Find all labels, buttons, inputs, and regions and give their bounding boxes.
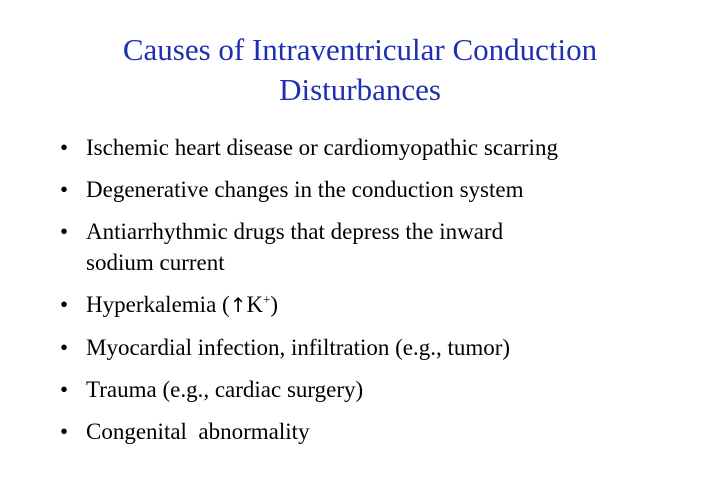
potassium-symbol: K <box>246 292 264 317</box>
slide-title-line-2: Disturbances <box>279 72 441 107</box>
bullet-text: Ischemic heart disease or cardiomyopathic scarring <box>86 135 558 160</box>
up-arrow-icon: ↑ <box>229 293 247 317</box>
bullet-item-antiarrhythmic <box>60 216 700 278</box>
bullet-text: Congenital abnormality <box>86 419 310 444</box>
bullet-item-myocardial <box>60 332 700 363</box>
bullet-item-ischemic <box>60 132 700 163</box>
charge-superscript: + <box>263 291 271 307</box>
bullet-item-hyperkalemia <box>60 289 700 321</box>
bullet-list <box>60 132 700 458</box>
bullet-dot: • <box>60 335 69 360</box>
bullet-item-congenital <box>60 416 700 447</box>
bullet-dot: • <box>60 219 69 244</box>
bullet-dot: • <box>60 419 69 444</box>
bullet-dot: • <box>60 292 69 317</box>
bullet-item-trauma <box>60 374 700 405</box>
bullet-dot: • <box>60 177 69 202</box>
slide-title-line-1: Causes of Intraventricular Conduction <box>122 32 598 67</box>
bullet-dot: • <box>60 377 69 402</box>
bullet-text-line-2: sodium current <box>86 250 225 275</box>
bullet-text-line-1: Antiarrhythmic drugs that depress the inward <box>86 219 504 244</box>
bullet-dot: • <box>60 135 69 160</box>
bullet-text-suffix: ) <box>270 292 279 317</box>
bullet-text: Degenerative changes in the conduction system <box>86 177 524 202</box>
bullet-item-degenerative <box>60 174 700 205</box>
bullet-text-prefix: Hyperkalemia ( <box>86 292 230 317</box>
bullet-text: Myocardial infection, infiltration (e.g., tumor) <box>86 335 511 360</box>
bullet-text: Trauma (e.g., cardiac surgery) <box>86 377 364 402</box>
slide-title <box>40 30 680 110</box>
